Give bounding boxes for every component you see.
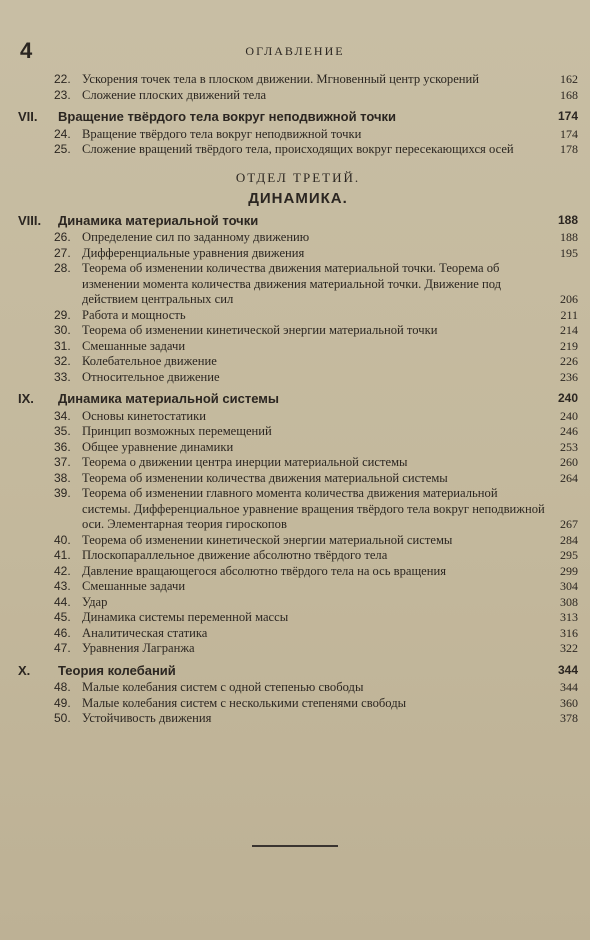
toc-entry — [18, 308, 578, 324]
entry-number: 45. — [54, 610, 71, 624]
toc-entry — [18, 261, 578, 308]
entry-page: 299 — [560, 563, 578, 578]
chapter-number: VII. — [18, 109, 38, 124]
chapter-items — [18, 409, 578, 657]
entry-number: 30. — [54, 323, 71, 337]
entry-title: Теорема о движении центра инерции материальной системы — [82, 455, 408, 469]
entry-number: 48. — [54, 680, 71, 694]
toc-entry — [18, 440, 578, 456]
page-header — [0, 30, 590, 63]
entry-page: 188 — [560, 230, 578, 244]
entry-page: 313 — [560, 610, 578, 624]
entry-number: 49. — [54, 695, 71, 710]
entry-number: 27. — [54, 245, 71, 260]
page-number: 4 — [20, 38, 33, 63]
chapter-items — [18, 680, 578, 727]
toc-entry — [18, 486, 578, 533]
toc-entry — [18, 471, 578, 487]
entry-number: 25. — [54, 142, 71, 156]
chapter-number: VIII. — [18, 212, 42, 228]
entry-title: Вращение твёрдого тела вокруг неподвижной точки — [82, 126, 362, 141]
chapter-number: IX. — [18, 391, 34, 406]
entry-title: Теорема об изменении количества движения материальной точки. Теорема об изменении момента количества движения материальной точки. Движение под действием центральных сил — [82, 261, 502, 306]
toc-entry — [18, 564, 578, 580]
chapter-title: Теория колебаний — [58, 662, 176, 678]
entry-title: Работа и мощность — [82, 307, 186, 322]
entry-number: 22. — [54, 72, 71, 86]
entry-page: 295 — [560, 548, 578, 562]
entry-title: Давление вращающегося абсолютно твёрдого тела на ось вращения — [82, 563, 447, 578]
section-label: ОТДЕЛ ТРЕТИЙ. — [235, 169, 361, 185]
chapter-title: Динамика материальной системы — [58, 391, 279, 406]
chapter-page: 240 — [557, 391, 578, 405]
toc-entry — [18, 548, 578, 564]
entry-title: Малые колебания систем с одной степенью свободы — [82, 680, 364, 694]
entry-title: Теорема об изменении кинетической энергии материальной системы — [82, 532, 453, 547]
entry-title: Динамика системы переменной массы — [82, 610, 289, 624]
chapter-heading — [18, 109, 578, 125]
chapter-title: Вращение твёрдого тела вокруг неподвижной точки — [58, 109, 397, 124]
chapter-title: Динамика материальной точки — [58, 212, 259, 228]
entry-page: 226 — [560, 354, 578, 368]
entry-title: Сложение плоских движений тела — [82, 87, 267, 102]
entry-page: 284 — [560, 532, 578, 547]
entry-title: Общее уравнение динамики — [82, 439, 234, 454]
entry-title: Малые колебания систем с несколькими степенями свободы — [82, 695, 407, 710]
entry-page: 168 — [560, 87, 578, 102]
entry-page: 316 — [560, 625, 578, 640]
toc-entry — [18, 455, 578, 471]
entry-title: Относительное движение — [82, 369, 220, 384]
entry-title: Аналитическая статика — [82, 625, 208, 640]
entry-page: 344 — [560, 680, 578, 694]
entry-title: Уравнения Лагранжа — [82, 641, 195, 655]
entry-page: 360 — [560, 695, 578, 710]
entry-page: 206 — [560, 292, 578, 306]
entry-number: 32. — [54, 354, 71, 368]
entry-number: 23. — [54, 87, 71, 102]
entry-page: 240 — [560, 408, 578, 423]
chapter-page: 188 — [557, 212, 578, 227]
chapter-items — [18, 230, 578, 385]
toc-entry — [18, 626, 578, 642]
chapter-page: 174 — [557, 109, 578, 123]
entry-number: 26. — [54, 230, 71, 244]
chapter-number: X. — [18, 662, 31, 678]
pre-items — [18, 72, 578, 103]
entry-page: 260 — [560, 455, 578, 469]
entry-title: Смешанные задачи — [82, 579, 186, 593]
entry-page: 267 — [560, 517, 578, 531]
section-title: ДИНАМИКА. — [248, 190, 348, 207]
toc-entry — [18, 711, 578, 727]
entry-number: 33. — [54, 369, 71, 384]
entry-number: 38. — [54, 470, 71, 485]
entry-page: 219 — [560, 338, 578, 353]
toc-entry — [18, 424, 578, 440]
toc-entry — [18, 641, 578, 657]
toc-entry — [18, 323, 578, 339]
entry-number: 34. — [54, 408, 71, 423]
toc-entry — [18, 696, 578, 712]
chapter-heading — [18, 391, 578, 407]
entry-number: 40. — [54, 532, 71, 547]
entry-title: Сложение вращений твёрдого тела, происходящих вокруг пересекающихся осей — [82, 142, 514, 156]
toc-entry — [18, 370, 578, 386]
entry-title: Устойчивость движения — [82, 711, 212, 725]
entry-title: Смешанные задачи — [82, 338, 186, 353]
entry-number: 47. — [54, 641, 71, 655]
toc-entry — [18, 680, 578, 696]
toc-entry — [18, 72, 578, 88]
entry-page: 236 — [560, 369, 578, 384]
entry-number: 29. — [54, 307, 71, 322]
chapter-items — [18, 127, 578, 158]
entry-title: Ускорения точек тела в плоском движении. Мгновенный центр ускорений — [82, 72, 480, 86]
entry-number: 28. — [54, 261, 71, 275]
entry-page: 322 — [560, 641, 578, 655]
entry-title: Основы кинетостатики — [82, 408, 207, 423]
toc-entry — [18, 127, 578, 143]
entry-title: Плоскопараллельное движение абсолютно твёрдого тела — [82, 548, 388, 562]
entry-number: 37. — [54, 455, 71, 469]
entry-number: 44. — [54, 594, 71, 609]
entry-title: Дифференциальные уравнения движения — [82, 245, 305, 260]
entry-page: 304 — [560, 579, 578, 593]
entry-page: 162 — [560, 72, 578, 86]
entry-page: 264 — [560, 470, 578, 485]
toc-entry — [18, 230, 578, 246]
toc-entry — [18, 339, 578, 355]
entry-page: 253 — [560, 439, 578, 454]
toc-entry — [18, 409, 578, 425]
chapter-heading — [18, 213, 578, 229]
entry-title: Теорема об изменении кинетической энергии материальной точки — [82, 323, 438, 337]
entry-page: 308 — [560, 594, 578, 609]
entry-number: 46. — [54, 625, 71, 640]
toc-entry — [18, 354, 578, 370]
table-of-contents — [18, 72, 578, 727]
toc-entry — [18, 246, 578, 262]
entry-title: Теорема об изменении главного момента количества движения материальной системы. Дифференциальное уравнение вращения твёрдого тела вокруг неподвижной оси. Элементарная теория гироскопов — [82, 486, 545, 531]
entry-number: 35. — [54, 424, 71, 438]
entry-number: 39. — [54, 486, 71, 500]
entry-number: 24. — [54, 126, 71, 141]
entry-number: 50. — [54, 711, 71, 725]
entry-page: 378 — [560, 711, 578, 725]
end-rule — [252, 845, 338, 847]
entry-page: 211 — [560, 307, 578, 322]
toc-entry — [18, 595, 578, 611]
entry-number: 41. — [54, 548, 71, 562]
running-title: ОГЛАВЛЕНИЕ — [245, 44, 345, 58]
toc-entry — [18, 610, 578, 626]
entry-page: 178 — [560, 142, 578, 156]
entry-page: 174 — [560, 126, 578, 141]
entry-title: Удар — [82, 594, 108, 609]
entry-title: Теорема об изменении количества движения материальной системы — [82, 470, 448, 485]
entry-page: 246 — [560, 424, 578, 438]
entry-number: 42. — [54, 563, 71, 578]
entry-number: 43. — [54, 579, 71, 593]
toc-entry — [18, 88, 578, 104]
toc-entry — [18, 579, 578, 595]
chapter-heading — [18, 663, 578, 679]
entry-page: 195 — [560, 245, 578, 260]
entry-title: Принцип возможных перемещений — [82, 424, 272, 438]
entry-page: 214 — [560, 323, 578, 337]
toc-entry — [18, 533, 578, 549]
entry-title: Определение сил по заданному движению — [82, 230, 310, 244]
entry-number: 36. — [54, 439, 71, 454]
chapter-page: 344 — [557, 662, 578, 677]
toc-entry — [18, 142, 578, 158]
entry-number: 31. — [54, 338, 71, 353]
entry-title: Колебательное движение — [82, 354, 217, 368]
